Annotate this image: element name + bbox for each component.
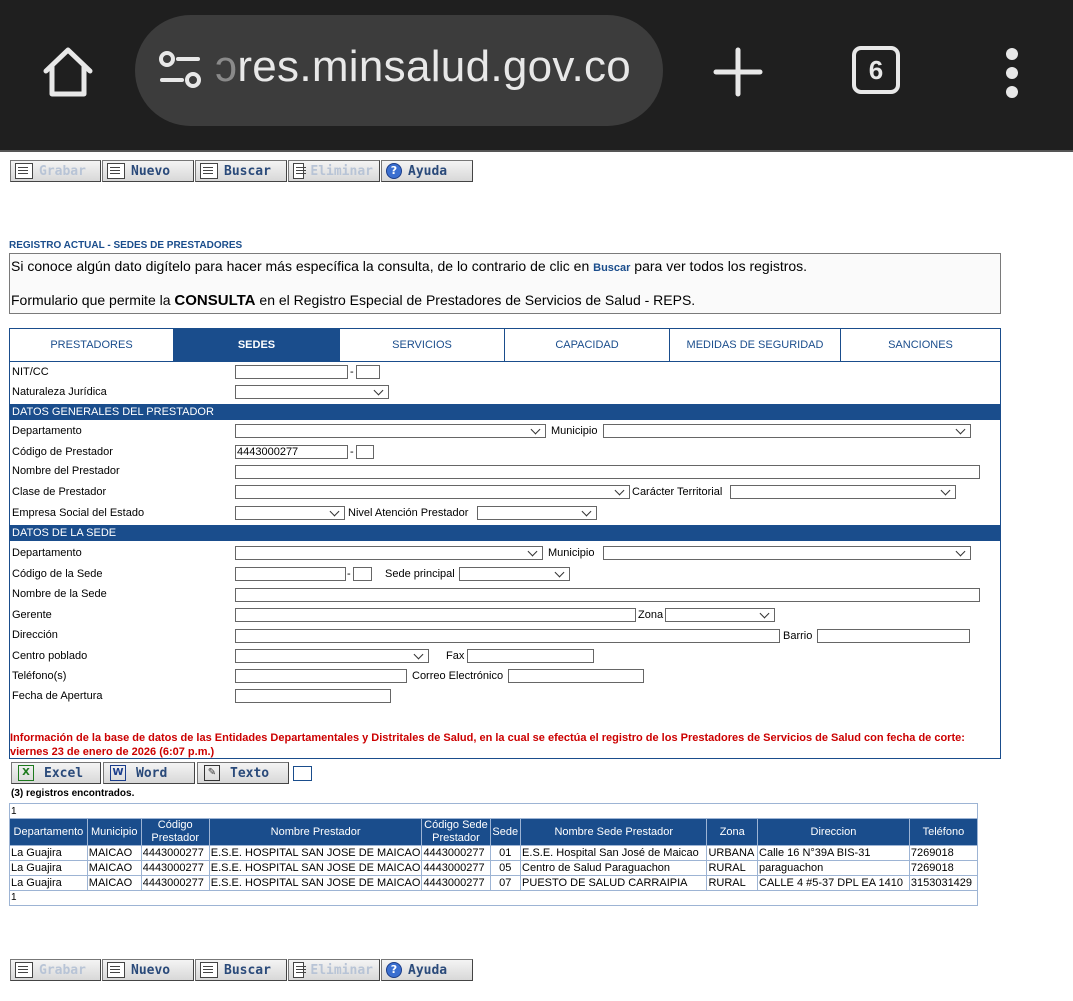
ayuda-label: Ayuda: [408, 163, 448, 179]
cell: Centro de Salud Paraguachon: [521, 861, 707, 876]
url-hidden-prefix: ɔ: [215, 42, 238, 91]
departamento-sede-label: Departamento: [12, 547, 82, 559]
fax-input[interactable]: [467, 649, 594, 663]
delete-icon: [293, 962, 304, 978]
codigo-sede-dash: -: [347, 568, 351, 580]
cell: 4443000277: [141, 861, 209, 876]
home-icon[interactable]: [40, 44, 96, 100]
departamento-select[interactable]: [235, 424, 546, 438]
correo-input[interactable]: [508, 669, 644, 683]
cell: MAICAO: [87, 876, 141, 891]
telefonos-label: Teléfono(s): [12, 670, 67, 682]
caracter-territorial-label: Carácter Territorial: [632, 486, 723, 498]
barrio-label: Barrio: [783, 630, 813, 642]
col-sede: Sede: [490, 819, 521, 846]
browser-toolbar: [0, 0, 1073, 150]
nombre-prestador-input[interactable]: [235, 465, 980, 479]
tab-servicios[interactable]: SERVICIOS: [340, 329, 505, 361]
consulta-bold: CONSULTA: [174, 292, 256, 309]
cell: MAICAO: [87, 846, 141, 861]
cell: 3153031429: [909, 876, 977, 891]
sede-principal-select[interactable]: [459, 567, 570, 581]
col-telefono: Teléfono: [909, 819, 977, 846]
datos-sede-header: DATOS DE LA SEDE: [10, 525, 1000, 541]
cell: 01: [490, 846, 521, 861]
delete-icon: [293, 163, 304, 179]
cell: 07: [490, 876, 521, 891]
grabar-button[interactable]: [10, 160, 101, 182]
datos-generales-header: DATOS GENERALES DEL PRESTADOR: [10, 404, 1000, 420]
url-value: res.minsalud.gov.co: [237, 42, 632, 91]
centro-poblado-select[interactable]: [235, 649, 429, 663]
page-title: REGISTRO ACTUAL - SEDES DE PRESTADORES: [9, 240, 243, 251]
text-export-button[interactable]: [197, 762, 289, 784]
results-table: [9, 803, 978, 906]
buscar-link[interactable]: Buscar: [593, 262, 631, 274]
text-file-icon: ✎: [204, 765, 220, 781]
more-options-icon[interactable]: [1002, 47, 1022, 99]
cell: 4443000277: [141, 876, 209, 891]
tab-capacidad[interactable]: CAPACIDAD: [505, 329, 670, 361]
cell: 4443000277: [422, 846, 490, 861]
pager-bottom[interactable]: 1: [10, 891, 978, 906]
table-row: [10, 876, 978, 891]
departamento-sede-select[interactable]: [235, 546, 543, 560]
cell: RURAL: [707, 876, 758, 891]
nombre-prestador-label: Nombre del Prestador: [12, 465, 120, 477]
cell: E.S.E. HOSPITAL SAN JOSE DE MAICAO: [210, 847, 421, 859]
buscar-button[interactable]: [195, 160, 287, 182]
info-text-2a: Formulario que permite la: [11, 292, 175, 308]
word-icon: W: [110, 765, 126, 781]
nuevo-button-bottom[interactable]: [102, 959, 194, 981]
naturaleza-label: Naturaleza Jurídica: [12, 386, 107, 398]
export-delimiter-input[interactable]: [293, 766, 312, 781]
grabar-button-bottom[interactable]: [10, 959, 101, 981]
bottom-toolbar: [10, 959, 474, 983]
col-codigo-sede: Código Sede Prestador: [422, 819, 490, 846]
col-codigo-prestador: Código Prestador: [141, 819, 209, 846]
excel-export-button[interactable]: [11, 762, 101, 784]
cell: E.S.E. Hospital San José de Maicao: [521, 846, 707, 861]
direccion-label: Dirección: [12, 629, 58, 641]
municipio-sede-select[interactable]: [603, 546, 971, 560]
buscar-label: Buscar: [224, 163, 271, 179]
fax-label: Fax: [446, 650, 465, 662]
pager-top[interactable]: 1: [10, 804, 978, 819]
site-settings-icon[interactable]: [158, 50, 204, 90]
codigo-sede-label: Código de la Sede: [12, 568, 103, 580]
municipio-select[interactable]: [603, 424, 971, 438]
buscar-label: Buscar: [224, 962, 271, 978]
cell: CALLE 4 #5-37 DPL EA 1410: [758, 876, 910, 891]
nombre-sede-label: Nombre de la Sede: [12, 588, 107, 600]
cell: 4443000277: [422, 876, 490, 891]
col-zona: Zona: [707, 819, 758, 846]
data-cutoff-notice: Información de la base de datos de las Entidades Departamentales y Distritales de Salud, en la cual se efectúa el registro de los Prestadores de Servicios de Salud con fecha de corte: viernes 23 de enero de 2026 (6:07 p.m.): [10, 732, 965, 758]
eliminar-button[interactable]: [288, 160, 380, 182]
save-icon: [15, 962, 33, 978]
grabar-label: Grabar: [39, 163, 86, 179]
cell: Calle 16 N°39A BIS-31: [758, 846, 910, 861]
tab-sanciones[interactable]: SANCIONES: [888, 339, 953, 351]
tab-sedes[interactable]: SEDES: [174, 329, 340, 361]
col-departamento: Departamento: [10, 819, 88, 846]
cell: RURAL: [707, 861, 758, 876]
nit-input[interactable]: [235, 365, 348, 379]
eliminar-button-bottom[interactable]: [288, 959, 380, 981]
tab-prestadores[interactable]: PRESTADORES: [10, 329, 174, 361]
telefonos-input[interactable]: [235, 669, 407, 683]
info-text-1a: Si conoce algún dato digítelo para hacer más específica la consulta, de lo contrario de clic en: [11, 258, 594, 274]
municipio-sede-label: Municipio: [548, 547, 595, 559]
cell: 4443000277: [141, 846, 209, 861]
cell: E.S.E. HOSPITAL SAN JOSE DE MAICAO: [210, 877, 421, 889]
url-text[interactable]: [215, 42, 631, 92]
caracter-territorial-select[interactable]: [730, 485, 956, 499]
zona-select[interactable]: [665, 608, 775, 622]
nuevo-button[interactable]: [102, 160, 194, 182]
nuevo-label: Nuevo: [131, 163, 171, 179]
gerente-label: Gerente: [12, 609, 52, 621]
texto-label: Texto: [230, 765, 270, 781]
col-nombre-prestador: Nombre Prestador: [209, 819, 422, 846]
buscar-button-bottom[interactable]: [195, 959, 287, 981]
tabs: [9, 328, 1001, 362]
col-municipio: Municipio: [87, 819, 141, 846]
gerente-input[interactable]: [235, 608, 636, 622]
top-toolbar: [10, 160, 474, 184]
new-icon: [107, 962, 125, 978]
nivel-atencion-label: Nivel Atención Prestador: [348, 507, 469, 519]
direccion-input[interactable]: [235, 629, 780, 643]
codigo-prestador-dash: -: [350, 446, 354, 458]
help-icon: ?: [386, 962, 402, 978]
new-icon: [107, 163, 125, 179]
ayuda-button-bottom[interactable]: [381, 959, 473, 981]
search-form: [9, 361, 1001, 759]
results-count: (3) registros encontrados.: [11, 788, 135, 799]
search-icon: [200, 962, 218, 978]
ayuda-label: Ayuda: [408, 962, 448, 978]
col-nombre-sede: Nombre Sede Prestador: [521, 819, 707, 846]
word-export-button[interactable]: [103, 762, 195, 784]
barrio-input[interactable]: [817, 629, 970, 643]
excel-label: Excel: [44, 765, 84, 781]
codigo-prestador-dv-input[interactable]: [356, 445, 374, 459]
excel-icon: X: [18, 765, 34, 781]
table-row: [10, 861, 978, 876]
info-text-1b: para ver todos los registros.: [630, 258, 808, 274]
cell: La Guajira: [10, 861, 88, 876]
nuevo-label: Nuevo: [131, 962, 171, 978]
tab-switcher-button[interactable]: 6: [852, 46, 900, 94]
cell: PUESTO DE SALUD CARRAIPIA: [521, 876, 707, 891]
info-text-2b: en el Registro Especial de Prestadores de Servicios de Salud - REPS.: [255, 292, 696, 308]
correo-label: Correo Electrónico: [412, 670, 504, 682]
cell: paraguachon: [758, 861, 910, 876]
cell: URBANA: [707, 846, 758, 861]
zona-label: Zona: [638, 609, 664, 621]
cell: 7269018: [909, 846, 977, 861]
search-icon: [200, 163, 218, 179]
departamento-label: Departamento: [12, 425, 82, 437]
cell: 05: [490, 861, 521, 876]
codigo-prestador-label: Código de Prestador: [12, 446, 113, 458]
fecha-apertura-input[interactable]: [235, 689, 391, 703]
empresa-social-label: Empresa Social del Estado: [12, 507, 145, 519]
word-label: Word: [136, 765, 168, 781]
nit-dv-input[interactable]: [356, 365, 380, 379]
fecha-apertura-label: Fecha de Apertura: [12, 690, 103, 702]
clase-prestador-select[interactable]: [235, 485, 630, 499]
municipio-label: Municipio: [551, 425, 598, 437]
save-icon: [15, 163, 33, 179]
grabar-label: Grabar: [39, 962, 86, 978]
tab-medidas-seguridad[interactable]: MEDIDAS DE SEGURIDAD: [670, 329, 841, 361]
naturaleza-select[interactable]: [235, 385, 389, 399]
codigo-sede-input[interactable]: [235, 567, 346, 581]
info-box: [9, 253, 1001, 314]
sede-principal-label: Sede principal: [385, 568, 455, 580]
eliminar-label: Eliminar: [310, 163, 373, 179]
empresa-social-select[interactable]: [235, 506, 345, 520]
cell: La Guajira: [10, 846, 88, 861]
help-icon: ?: [386, 163, 402, 179]
col-direccion: Direccion: [758, 819, 910, 846]
cell: La Guajira: [10, 876, 88, 891]
new-tab-icon[interactable]: [712, 46, 764, 98]
codigo-sede-dv-input[interactable]: [353, 567, 372, 581]
export-bar: [11, 762, 312, 784]
cell: 4443000277: [422, 861, 490, 876]
cell: E.S.E. HOSPITAL SAN JOSE DE MAICAO: [210, 862, 421, 874]
cell: 7269018: [909, 861, 977, 876]
nombre-sede-input[interactable]: [235, 588, 980, 602]
ayuda-button[interactable]: [381, 160, 473, 182]
table-row: [10, 846, 978, 861]
centro-poblado-label: Centro poblado: [12, 650, 88, 662]
codigo-prestador-input[interactable]: 4443000277: [235, 445, 348, 459]
cell: MAICAO: [87, 861, 141, 876]
clase-prestador-label: Clase de Prestador: [12, 486, 107, 498]
nivel-atencion-select[interactable]: [477, 506, 597, 520]
eliminar-label: Eliminar: [310, 962, 373, 978]
nit-dash: -: [350, 366, 354, 378]
nit-label: NIT/CC: [12, 366, 49, 378]
